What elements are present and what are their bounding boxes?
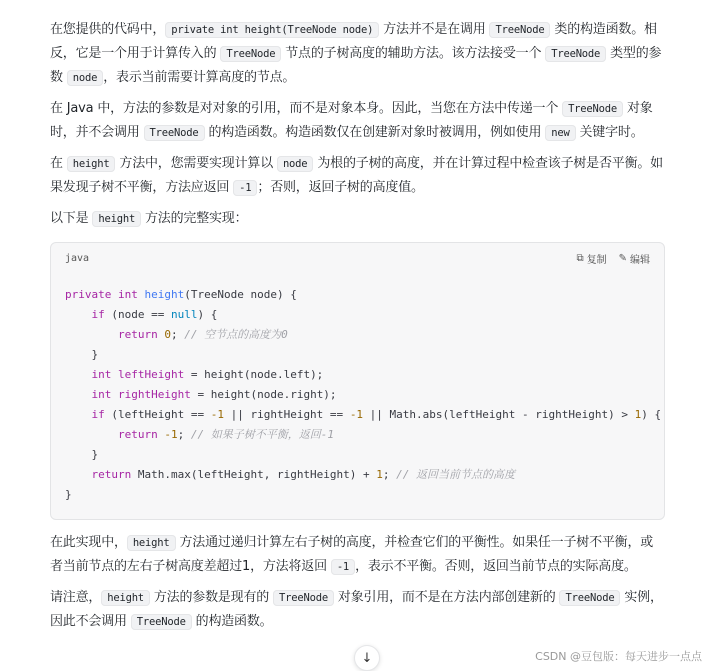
code-block-header [51,243,664,273]
inline-code: height [92,211,141,227]
inline-code: TreeNode [562,101,623,117]
inline-code: TreeNode [273,590,334,606]
text: 方法并不是在调用 [379,22,490,37]
paragraph-5 [50,531,665,579]
text: 为根的子树的高度，并在计算过程中检查该子树是否平衡。如果发现子树不平衡，方法应返回 [50,156,663,195]
text: 方法通过递归计算左右子树的高度，并检查它们的平衡性。如果任一子树不平衡，或者当前节点的左右子树高度差超过1，方法将返回 [50,535,654,574]
inline-code: TreeNode [144,125,205,141]
paragraph-1 [50,18,665,90]
code-content: private int height(TreeNode node) { if (node == null) { return 0; // 空节点的高度为0 } int leftHeight = height(node.left); int rightHeight = height(node.right); if (leftHeight == -1 || rightHeight == -1 || Math.abs(leftHeight - rightHeight) > 1) { return -1; // 如果子树不平衡，返回-1 } return Math.max(leftHeight, rightHeight) + 1; // 返回当前节点的高度 } [65,288,662,501]
edit-button[interactable] [619,251,650,266]
inline-code: node [67,70,104,86]
paragraph-2 [50,97,665,145]
inline-code: TreeNode [489,22,550,38]
text: 关键字时。 [575,125,644,140]
text: 对象引用，而不是在方法内部创建新的 [334,590,560,605]
code-language-label: java [65,252,90,264]
inline-code: new [545,125,575,141]
edit-label: 编辑 [630,254,650,266]
text: ；否则，返回子树的高度值。 [257,180,424,195]
copy-label: 复制 [586,254,607,266]
paragraph-3 [50,152,665,200]
inline-code: TreeNode [559,590,620,606]
chat-answer [50,18,665,641]
inline-code: height [127,535,176,551]
scroll-to-bottom-button[interactable] [354,645,380,671]
text: 在 Java 中，方法的参数是对对象的引用，而不是对象本身。因此，当您在方法中传递一个 [50,101,563,116]
text: 在 [50,156,67,171]
text: 的构造函数。 [191,614,273,629]
inline-code: private int height(TreeNode node) [165,22,379,38]
inline-code: TreeNode [131,614,192,630]
text: 方法的参数是现有的 [149,590,274,605]
text: ，表示不平衡。否则，返回当前节点的实际高度。 [355,559,637,574]
text: 请注意， [50,590,102,605]
text: 节点的子树高度的辅助方法。该方法接受一个 [281,46,546,61]
inline-code: TreeNode [545,46,606,62]
text: 类型的参数 [50,46,662,85]
edit-icon: ✎ [618,252,627,264]
inline-code: node [277,156,314,172]
code-actions [576,251,650,266]
watermark: CSDN @豆包版：每天进步一点点 [535,650,702,663]
text: 对象时，并不会调用 [50,101,653,140]
text: 的构造函数。构造函数仅在创建新对象时被调用，例如使用 [204,125,546,140]
inline-code: -1 [331,559,355,575]
text: 方法中，您需要实现计算以 [115,156,277,171]
text: ，表示当前需要计算高度的节点。 [103,70,296,85]
inline-code: height [101,590,150,606]
paragraph-6 [50,586,665,634]
arrow-down-icon: ↓ [361,650,373,666]
text: 实例，因此不会调用 [50,590,663,629]
text: 在此实现中， [50,535,127,550]
text: 方法的完整实现： [141,211,248,226]
inline-code: height [67,156,116,172]
text: 类的构造函数。相反，它是一个用于计算传入的 [50,22,657,61]
paragraph-4 [50,207,665,231]
copy-button[interactable] [576,251,606,266]
code-block [50,242,665,520]
inline-code: TreeNode [220,46,281,62]
copy-icon: ⧉ [576,252,584,264]
text: 以下是 [50,211,93,226]
inline-code: -1 [233,180,257,196]
text: 在您提供的代码中， [50,22,166,37]
